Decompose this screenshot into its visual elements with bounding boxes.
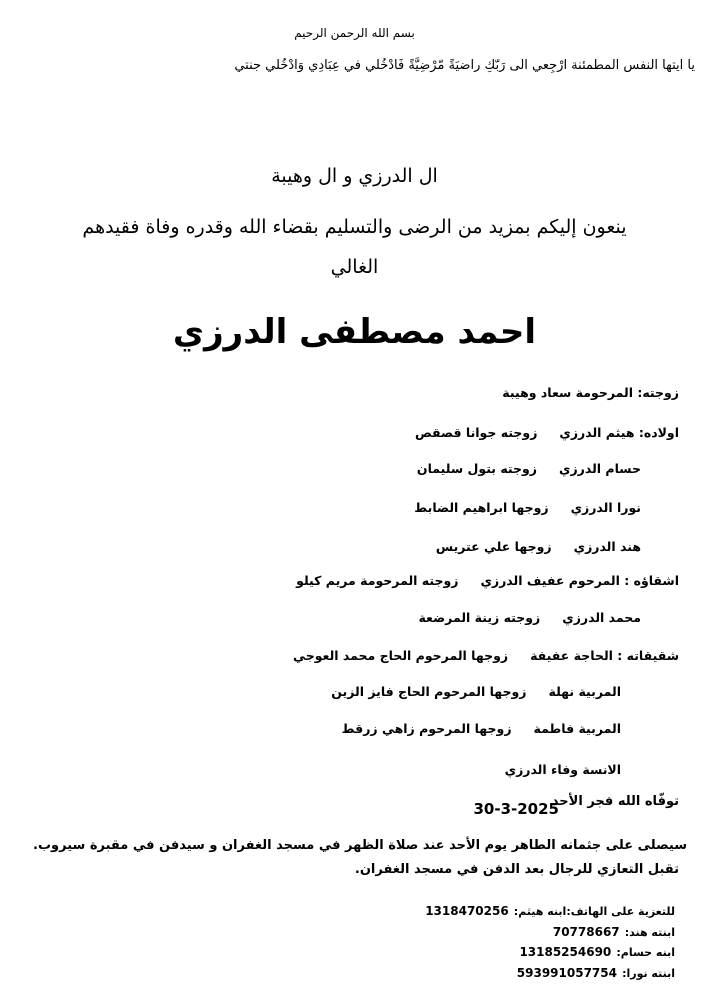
child-spouse: زوجها ابراهيم الضابط [414,500,549,515]
phone-label: للتعزية على الهاتف:ابنه هيثم: [513,905,675,918]
sister-name: الانسة وفاء الدرزي [504,762,621,777]
sister-row [293,648,679,663]
announcement-line-2: الغالي [330,256,379,278]
wife-line: زوجته: المرحومة سعاد وهيبة [502,385,679,400]
sister-row [342,721,621,736]
phone-row [519,941,675,960]
phone-row [425,900,675,919]
child-row [415,425,679,440]
phone-number: 13185254690 [519,945,612,959]
phone-row [553,921,675,940]
death-text: توفّاه الله فجر الأحد [551,794,679,809]
child-spouse: زوجته بتول سليمان [416,461,538,476]
sister-name: شقيقاته : الحاجة عفيفة [530,648,679,663]
child-row [417,461,641,476]
basmala: بسم الله الرحمن الرحيم [294,26,415,40]
child-row [436,539,641,554]
sister-name: المربية نهلة [548,684,621,699]
sister-spouse: زوجها المرحوم الحاج محمد العوجي [293,648,509,663]
brother-spouse: زوجته المرحومة مريم كيلو [296,573,459,588]
brother-name: اشقاؤه : المرحوم عفيف الدرزي [480,573,679,588]
child-name: حسام الدرزي [559,461,641,476]
brother-row [296,573,679,588]
child-name: هند الدرزي [573,539,641,554]
child-spouse: زوجته جوانا قصقص [414,425,538,440]
phone-label: ابنته نورا: [622,967,675,980]
brother-row [418,610,641,625]
funeral-details: سيصلى على جثمانه الطاهر يوم الأحد عند صلاة الظهر في مسجد الغفران و سيدفن في مقبرة سيروب. [33,838,687,853]
quran-verse: يا ايتها النفس المطمئنة ارْجِعي الى رَبّكِ راضيَةً مّرْضِيَّةً فَادْخُلي في عِبَادِي وَادْخُلي جنتي [234,58,695,73]
announcement-line-1: ينعون إليكم بمزيد من الرضى والتسليم بقضاء الله وقدره وفاة فقيدهم [82,216,627,238]
child-row [414,500,641,515]
child-spouse: زوجها علي عتريس [435,539,552,554]
death-date: 30-3-2025 [473,800,559,818]
child-name: نورا الدرزي [570,500,641,515]
phone-number: 70778667 [552,925,620,939]
sister-row [505,762,621,777]
child-name: اولاده: هيثم الدرزي [559,425,679,440]
brother-name: محمد الدرزي [562,610,641,625]
sister-spouse: زوجها المرحوم زاهي زرقط [341,721,512,736]
deceased-name: احمد مصطفى الدرزي [172,312,537,352]
phone-label: ابنته هند: [624,926,675,939]
condolence-info: تقبل التعازي للرجال بعد الدفن في مسجد الغفران. [354,862,679,877]
sister-spouse: زوجها المرحوم الحاج فايز الزين [331,684,527,699]
families-heading: ال الدرزي و ال وهيبة [271,165,438,187]
phone-label: ابنه حسام: [616,946,675,959]
sister-row [331,684,621,699]
phone-number: 1318470256 [425,904,509,918]
brother-spouse: زوجته زينة المرضعة [418,610,541,625]
sister-name: المربية فاطمة [533,721,621,736]
phone-row [517,962,675,981]
phone-number: 593991057754 [516,966,617,980]
